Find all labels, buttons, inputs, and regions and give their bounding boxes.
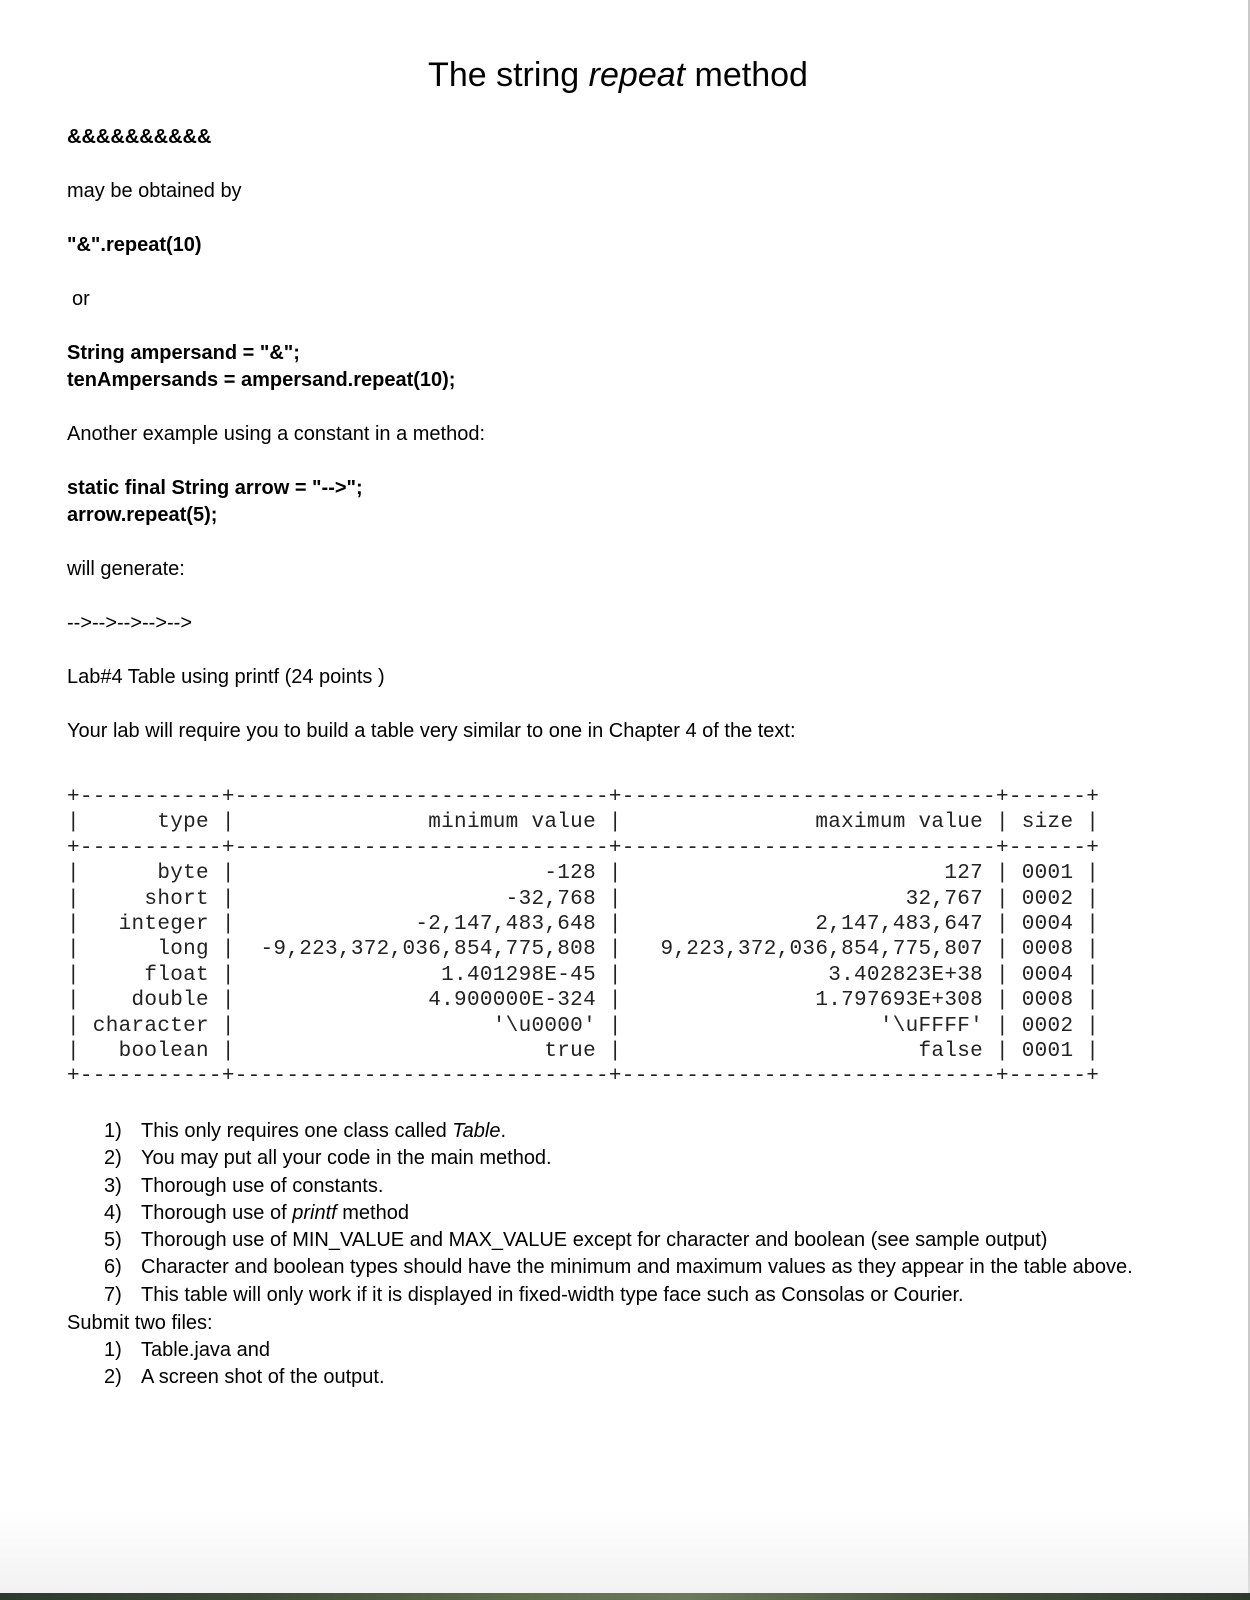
- requirements-list: [67, 1118, 1133, 1309]
- code-repeat-line: "&".repeat(10): [67, 234, 202, 256]
- list-number: 1): [104, 1339, 122, 1361]
- ascii-table: +-----------+-----------------------------+-----------------------------+------+ | type | minimum value | maximum value | size | +-----------+-----------------------------+-----------------------------+------+ | byte | -128 | 127 | 0001 | | short | -32,768 | 32,767 | 0002 | | integer | -2,147,483,648 | 2,147,483,647 | 0004 | | long | -9,223,372,036,854,775,808 | 9,223,372,036,854,775,807 | 0008 | | float | 1.401298E-45 | 3.402823E+38 | 0004 | | double | 4.900000E-324 | 1.797693E+308 | 0008 | | character | '\u0000' | '\uFFFF' | 0002 | | boolean | true | false | 0001 | +-----------+-----------------------------+-----------------------------+------+: [67, 786, 1100, 1089]
- code-arrow-repeat: arrow.repeat(5);: [67, 504, 218, 526]
- list-item: [67, 1200, 1133, 1227]
- list-number: 5): [104, 1229, 122, 1252]
- list-text: A screen shot of the output.: [141, 1366, 385, 1389]
- files-list: [67, 1337, 385, 1392]
- list-number: 2): [104, 1366, 122, 1389]
- will-generate-text: will generate:: [67, 558, 185, 580]
- lab-heading: Lab#4 Table using printf (24 points ): [67, 666, 385, 688]
- another-example-text: Another example using a constant in a method:: [67, 423, 486, 445]
- list-item: [67, 1364, 385, 1391]
- page-title: [0, 52, 1236, 98]
- list-item: [67, 1227, 1133, 1254]
- or-text: or: [72, 288, 90, 310]
- lab-intro-text: Your lab will require you to build a table very similar to one in Chapter 4 of the text:: [67, 720, 796, 742]
- submit-heading: Submit two files:: [67, 1312, 213, 1334]
- list-item: [67, 1145, 1133, 1172]
- list-emphasis: printf: [292, 1201, 337, 1224]
- list-number: 3): [104, 1174, 122, 1197]
- list-number: 6): [104, 1256, 122, 1279]
- list-text: This table will only work if it is displayed in fixed-width type face such as Consolas or Courier.: [141, 1283, 964, 1306]
- list-number: 7): [104, 1283, 122, 1306]
- code-ten-ampersands: tenAmpersands = ampersand.repeat(10);: [67, 369, 456, 391]
- list-emphasis: Table: [452, 1120, 501, 1142]
- title-after: method: [685, 56, 808, 94]
- list-text-after: .: [500, 1120, 507, 1142]
- list-text: Thorough use of MIN_VALUE and MAX_VALUE except for character and boolean (see sample output): [141, 1229, 1048, 1252]
- list-text: You may put all your code in the main method.: [141, 1147, 552, 1170]
- list-text: Character and boolean types should have the minimum and maximum values as they appear in the table above.: [141, 1256, 1133, 1279]
- code-string-ampersand: String ampersand = "&";: [67, 342, 300, 364]
- list-item: [67, 1282, 1133, 1309]
- code-static-arrow: static final String arrow = "-->";: [67, 477, 363, 499]
- list-text: Thorough use of: [141, 1201, 293, 1224]
- list-text: Thorough use of constants.: [141, 1174, 384, 1197]
- list-number: 1): [104, 1120, 122, 1142]
- arrows-output: -->-->-->-->-->: [67, 612, 192, 634]
- bottom-shadow: [0, 1510, 1250, 1600]
- title-before: The string: [428, 56, 589, 94]
- desktop-background-strip: [0, 1593, 1250, 1600]
- list-text: Table.java and: [141, 1339, 270, 1361]
- list-text: This only requires one class called: [141, 1120, 453, 1142]
- may-be-obtained-text: may be obtained by: [67, 180, 242, 202]
- list-item: [67, 1173, 1133, 1200]
- list-item: [67, 1118, 1133, 1145]
- list-number: 2): [104, 1147, 122, 1170]
- ampersands-line: &&&&&&&&&&: [67, 126, 212, 148]
- list-item: [67, 1254, 1133, 1281]
- title-emphasis: repeat: [588, 56, 686, 94]
- list-text-after: method: [336, 1201, 409, 1224]
- list-item: [67, 1337, 385, 1364]
- list-number: 4): [104, 1201, 122, 1224]
